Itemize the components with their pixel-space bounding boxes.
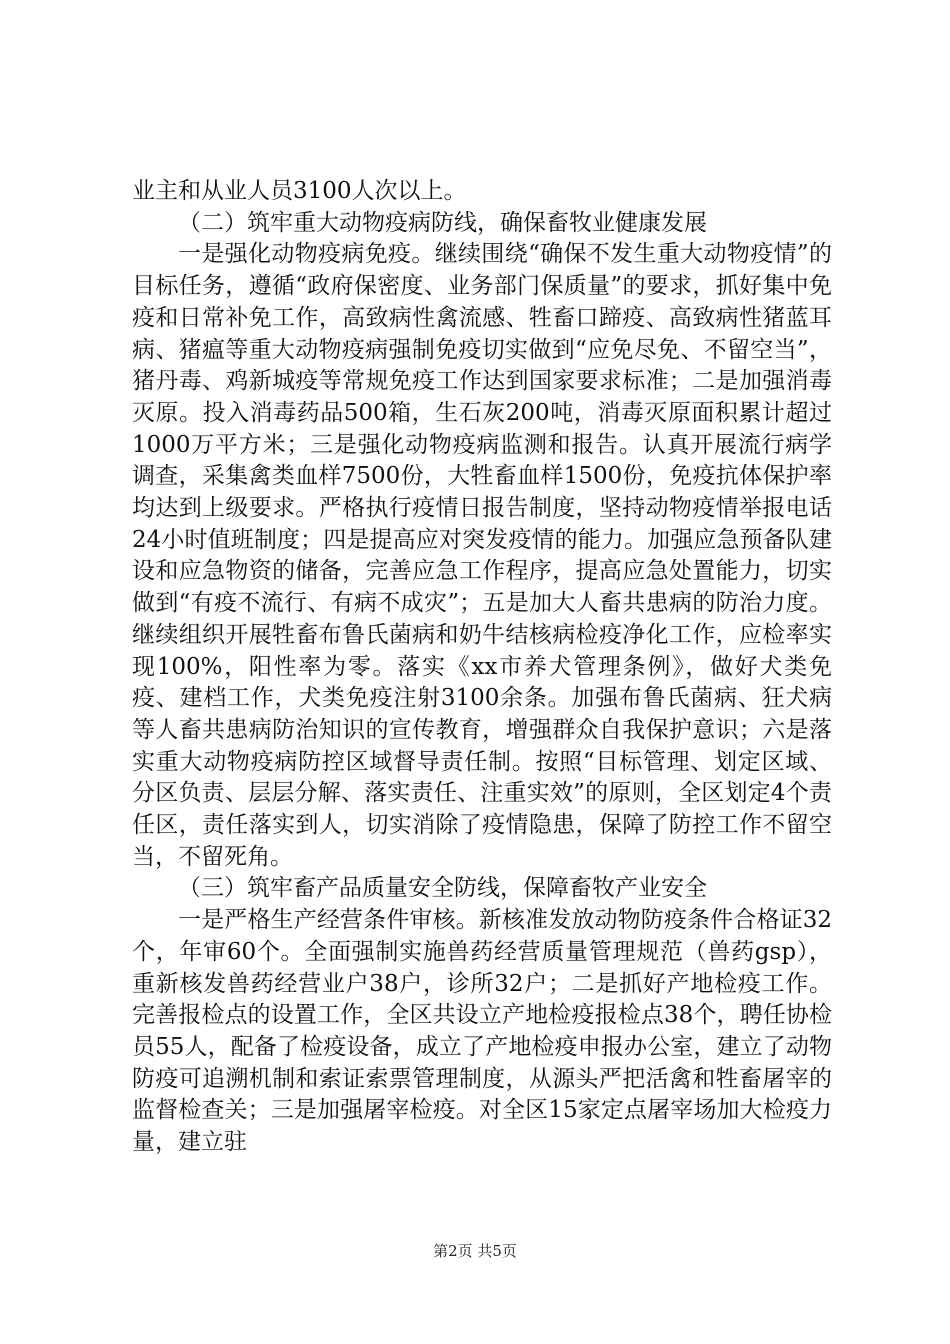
paragraph-continuation: 业主和从业人员3100人次以上。 (132, 178, 467, 204)
page-footer: 第2页 共5页 (433, 1242, 517, 1260)
section-heading-3: （三）筑牢畜产品质量安全防线，保障畜牧产业安全 (178, 875, 707, 902)
paragraph-quality-safety: 一是严格生产经营条件审核。新核准发放动物防疫条件合格证32个，年审60个。全面强制实施兽药经营质量管理规范（兽药gsp），重新核发兽药经营业户38户，诊所32户；二是抓好产地检疫工作。完善报检点的设置工作，全区共设立产地检疫报检点38个，聘任协检员55人，配备了检疫设备，成立了产地检疫申报办公室，建立了动物防疫可追溯机制和索证索票管理制度，从源头严把活禽和牲畜屠宰的监督检查关；三是加强屠宰检疫。对全区15家定点屠宰场加大检疫力量，建立驻 (132, 907, 832, 1156)
section-heading-2: （二）筑牢重大动物疫病防线，确保畜牧业健康发展 (178, 209, 707, 236)
paragraph-epidemic-prevention: 一是强化动物疫病免疫。继续围绕“确保不发生重大动物疫情”的目标任务，遵循“政府保密度、业务部门保质量”的要求，抓好集中免疫和日常补免工作，高致病性禽流感、牲畜口蹄疫、高致病性猪蓝耳病、猪瘟等重大动物疫病强制免疫切实做到“应免尽免、不留空当”，猪丹毒、鸡新城疫等常规免疫工作达到国家要求标准；二是加强消毒灭原。投入消毒药品500箱，生石灰200吨，消毒灭原面积累计超过1000万平方米；三是强化动物疫病监测和报告。认真开展流行病学调查，采集禽类血样7500份，大牲畜血样1500份，免疫抗体保护率均达到上级要求。严格执行疫情日报告制度，坚持动物疫情举报电话24小时值班制度；四是提高应对突发疫情的能力。加强应急预备队建设和应急物资的储备，完善应急工作程序，提高应急处置能力，切实做到“有疫不流行、有病不成灾”；五是加大人畜共患病的防治力度。继续组织开展牲畜布鲁氏菌病和奶牛结核病检疫净化工作，应检率实现100%，阳性率为零。落实《xx市养犬管理条例》，做好犬类免疫、建档工作，犬类免疫注射3100余条。加强布鲁氏菌病、狂犬病等人畜共患病防治知识的宣传教育，增强群众自我保护意识；六是落实重大动物疫病防控区域督导责任制。按照“目标管理、划定区域、分区负责、层层分解、落实责任、注重实效”的原则，全区划定4个责任区，责任落实到人，切实消除了疫情隐患，保障了防控工作不留空当，不留死角。 (132, 241, 832, 870)
document-body (132, 176, 832, 1159)
